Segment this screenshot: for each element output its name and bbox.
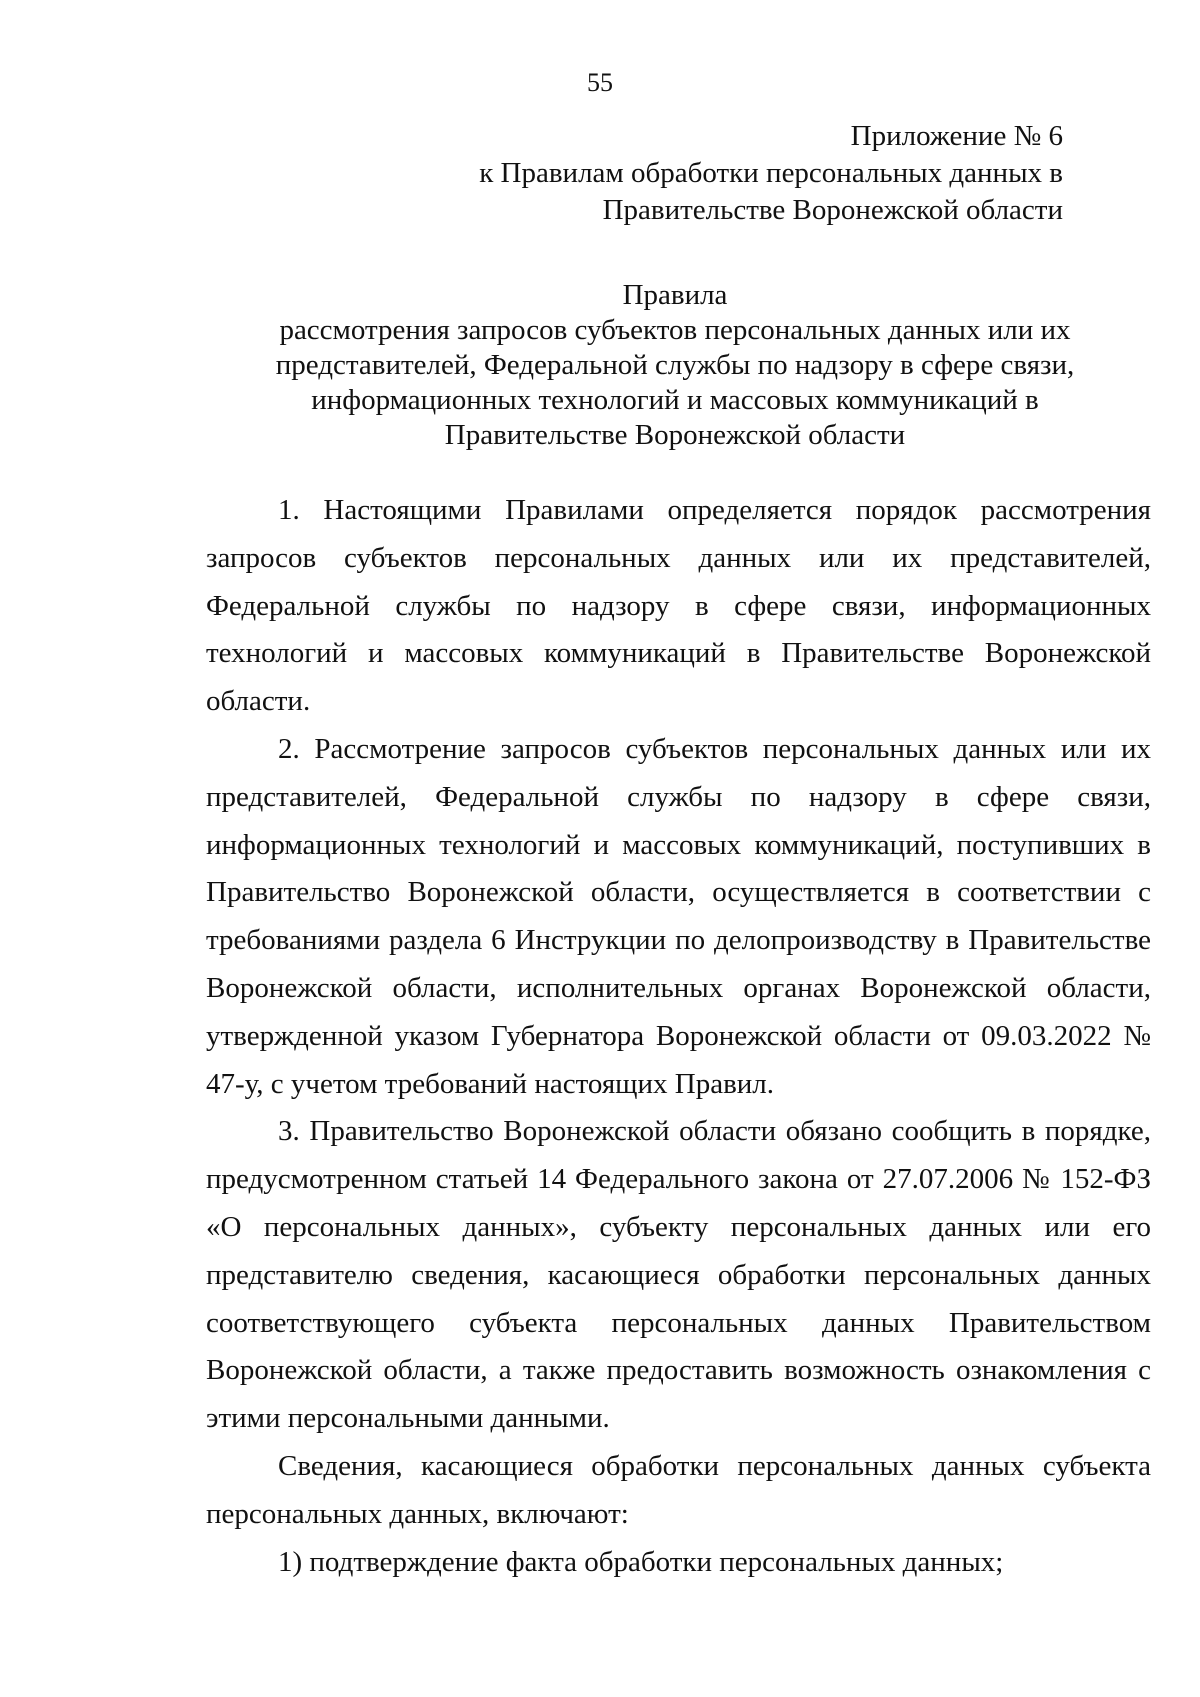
appendix-header [343, 118, 1063, 229]
page-number: 55 [587, 68, 613, 97]
title-line-2: рассмотрения запросов субъектов персональных данных или их [279, 314, 1071, 346]
paragraph-4: Сведения, касающиеся обработки персональных данных субъекта персональных данных, включают: [206, 1449, 1151, 1530]
title-line-5: Правительстве Воронежской области [444, 419, 906, 451]
document-body [206, 487, 1151, 1586]
paragraph-2: 2. Рассмотрение запросов субъектов персональных данных или их представителей, Федеральной службы по надзору в сфере связи, информационных технологий и массовых коммуникаций, поступивших в Правительство Воронежской области, осуществляется в соответствии с требованиями раздела 6 Инструкции по делопроизводству в Правительстве Воронежской области, исполнительных органах Воронежской области, утвержденной указом Губернатора Воронежской области от 09.03.2022 № 47-у, с учетом требований настоящих Правил. [206, 732, 1151, 1100]
appendix-reference: к Правилам обработки персональных данных в [479, 157, 1063, 189]
document-title [200, 278, 1150, 453]
paragraph-1: 1. Настоящими Правилами определяется порядок рассмотрения запросов субъектов персональных данных или их представителей, Федеральной службы по надзору в сфере связи, информационных технологий и массовых коммуникаций в Правительстве Воронежской области. [206, 494, 1151, 718]
appendix-number: Приложение № 6 [850, 120, 1063, 152]
list-item-1: 1) подтверждение факта обработки персональных данных; [278, 1545, 1004, 1578]
title-line-4: информационных технологий и массовых коммуникаций в [311, 384, 1039, 416]
paragraph-3: 3. Правительство Воронежской области обязано сообщить в порядке, предусмотренном статьей 14 Федерального закона от 27.07.2006 № 152-ФЗ «О персональных данных», субъекту персональных данных или его представителю сведения, касающиеся обработки персональных данных соответствующего субъекта персональных данных Правительством Воронежской области, а также предоставить возможность ознакомления с этими персональными данными. [206, 1115, 1151, 1435]
appendix-organization: Правительстве Воронежской области [602, 194, 1063, 226]
title-line-1: Правила [622, 279, 728, 311]
title-line-3: представителей, Федеральной службы по надзору в сфере связи, [275, 349, 1075, 381]
